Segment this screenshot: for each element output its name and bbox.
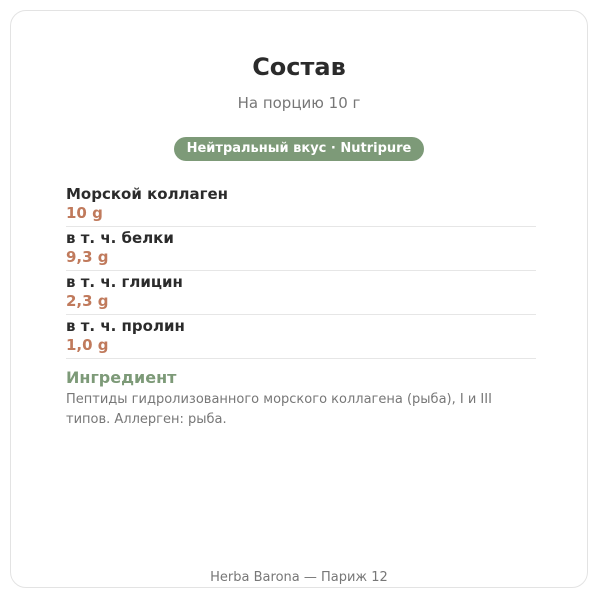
badge-container	[11, 137, 587, 161]
nutrient-value: 2,3 g	[66, 292, 109, 310]
nutrition-row-collagen	[66, 183, 536, 227]
nutrient-label: в т. ч. белки	[66, 229, 174, 247]
nutrition-row-glycine	[66, 271, 536, 315]
nutrition-list	[66, 183, 536, 359]
nutrient-value: 9,3 g	[66, 248, 109, 266]
nutrition-row-proline	[66, 315, 536, 359]
composition-card	[10, 10, 588, 588]
ingredient-section	[66, 367, 526, 430]
ingredient-heading: Ингредиент	[66, 368, 177, 387]
nutrient-label: в т. ч. пролин	[66, 317, 185, 335]
nutrient-value: 10 g	[66, 204, 103, 222]
nutrition-row-protein	[66, 227, 536, 271]
ingredient-description: Пептиды гидролизованного морского коллагена (рыба), I и III типов. Аллерген: рыба.	[66, 392, 492, 427]
nutrient-label: Морской коллаген	[66, 185, 229, 203]
nutrient-value: 1,0 g	[66, 336, 109, 354]
page-title: Состав	[252, 53, 346, 81]
serving-subtitle: На порцию 10 г	[237, 94, 361, 112]
flavor-badge: Нейтральный вкус · Nutripure	[174, 137, 425, 161]
nutrient-label: в т. ч. глицин	[66, 273, 183, 291]
footer-text: Herba Barona — Париж 12	[210, 570, 388, 585]
